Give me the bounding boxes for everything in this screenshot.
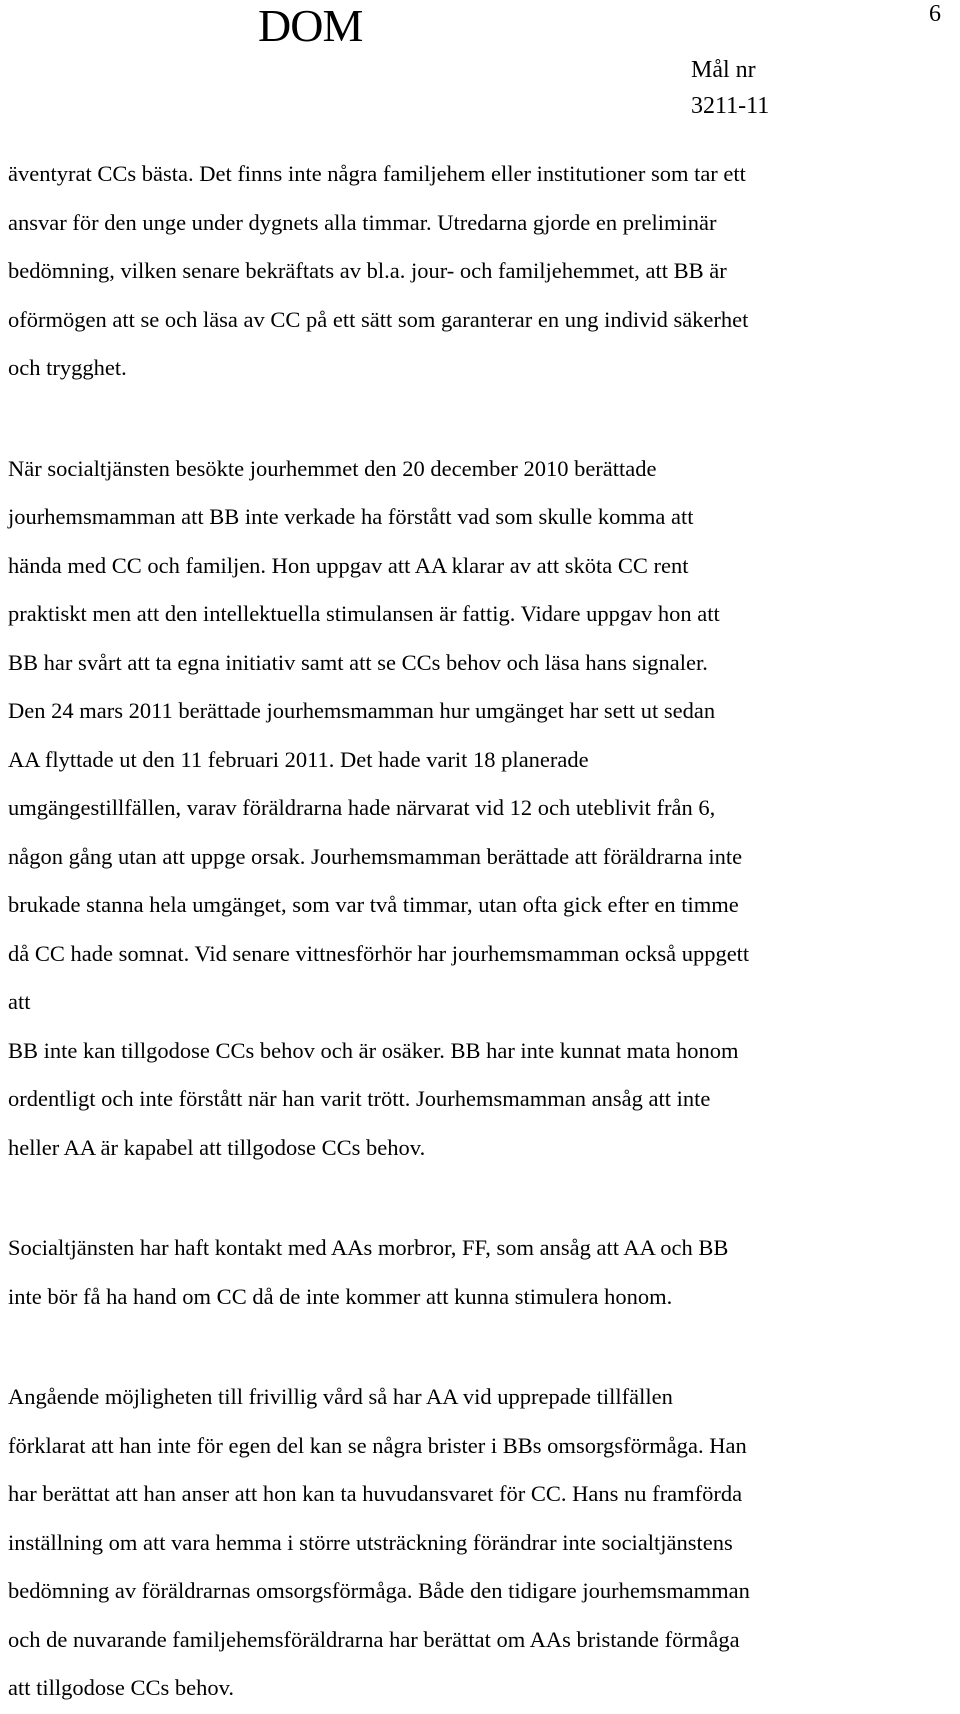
text-line: umgängestillfällen, varav föräldrarna hade närvarat vid 12 och uteblivit från 6, [8,795,716,820]
case-number: 3211-11 [691,93,770,119]
text-line: När socialtjänsten besökte jourhemmet den 20 december 2010 berättade [8,455,657,481]
document-body [8,150,960,1713]
paragraph-3 [8,1224,960,1321]
text-line: och de nuvarande familjehemsföräldrarna har berättat om AAs bristande förmåga [8,1626,740,1652]
text-line: praktiskt men att den intellektuella stimulansen är fattig. Vidare uppgav hon att [8,601,720,626]
text-line: heller AA är kapabel att tillgodose CCs behov. [8,1134,426,1160]
text-line: hända med CC och familjen. Hon uppgav att AA klarar av att sköta CC rent [8,552,689,578]
text-line: inte bör få ha hand om CC då de inte kommer att kunna stimulera honom. [8,1283,673,1309]
text-line: oförmögen att se och läsa av CC på ett sätt som garanterar en ung individ säkerhet [8,306,749,332]
paragraph-spacer [8,1321,960,1373]
text-line: bedömning, vilken senare bekräftats av bl.a. jour- och familjehemmet, att BB är [8,258,727,283]
page-number: 6 [929,1,941,27]
text-line: inställning om att vara hemma i större utsträckning förändrar inte socialtjänstens [8,1529,733,1555]
paragraph-1 [8,150,960,393]
paragraph-2 [8,445,960,1173]
text-line: bedömning av föräldrarnas omsorgsförmåga. Både den tidigare jourhemsmamman [8,1578,750,1603]
text-line: Socialtjänsten har haft kontakt med AAs morbror, FF, som ansåg att AA och BB [8,1235,729,1260]
text-line: AA flyttade ut den 11 februari 2011. Det hade varit 18 planerade [8,746,589,772]
text-line: då CC hade somnat. Vid senare vittnesförhör har jourhemsmamman också uppgett [8,940,750,966]
text-line: att [8,989,31,1014]
text-line: ordentligt och inte förstått när han varit trött. Jourhemsmamman ansåg att inte [8,1086,711,1111]
text-line: BB inte kan tillgodose CCs behov och är osäker. BB har inte kunnat mata honom [8,1037,739,1063]
text-line: äventyrat CCs bästa. Det finns inte några familjehem eller institutioner som tar ett [8,161,746,186]
text-line: Angående möjligheten till frivillig vård så har AA vid upprepade tillfällen [8,1384,673,1409]
paragraph-spacer [8,1172,960,1224]
text-line: förklarat att han inte för egen del kan se några brister i BBs omsorgsförmåga. Han [8,1432,747,1458]
text-line: ansvar för den unge under dygnets alla timmar. Utredarna gjorde en preliminär [8,209,717,235]
text-line: BB har svårt att ta egna initiativ samt att se CCs behov och läsa hans signaler. [8,649,708,675]
paragraph-spacer [8,393,960,445]
paragraph-4 [8,1373,960,1713]
text-line: att tillgodose CCs behov. [8,1675,235,1700]
case-number-label: Mål nr [691,57,756,83]
text-line: och trygghet. [8,355,127,380]
text-line: brukade stanna hela umgänget, som var två timmar, utan ofta gick efter en timme [8,892,739,917]
text-line: har berättat att han anser att hon kan ta huvudansvaret för CC. Hans nu framförda [8,1481,743,1506]
text-line: någon gång utan att uppge orsak. Jourhemsmamman berättade att föräldrarna inte [8,843,743,869]
document-title: DOM [258,0,363,51]
text-line: Den 24 mars 2011 berättade jourhemsmamman hur umgänget har sett ut sedan [8,698,716,723]
text-line: jourhemsmamman att BB inte verkade ha förstått vad som skulle komma att [8,504,694,529]
